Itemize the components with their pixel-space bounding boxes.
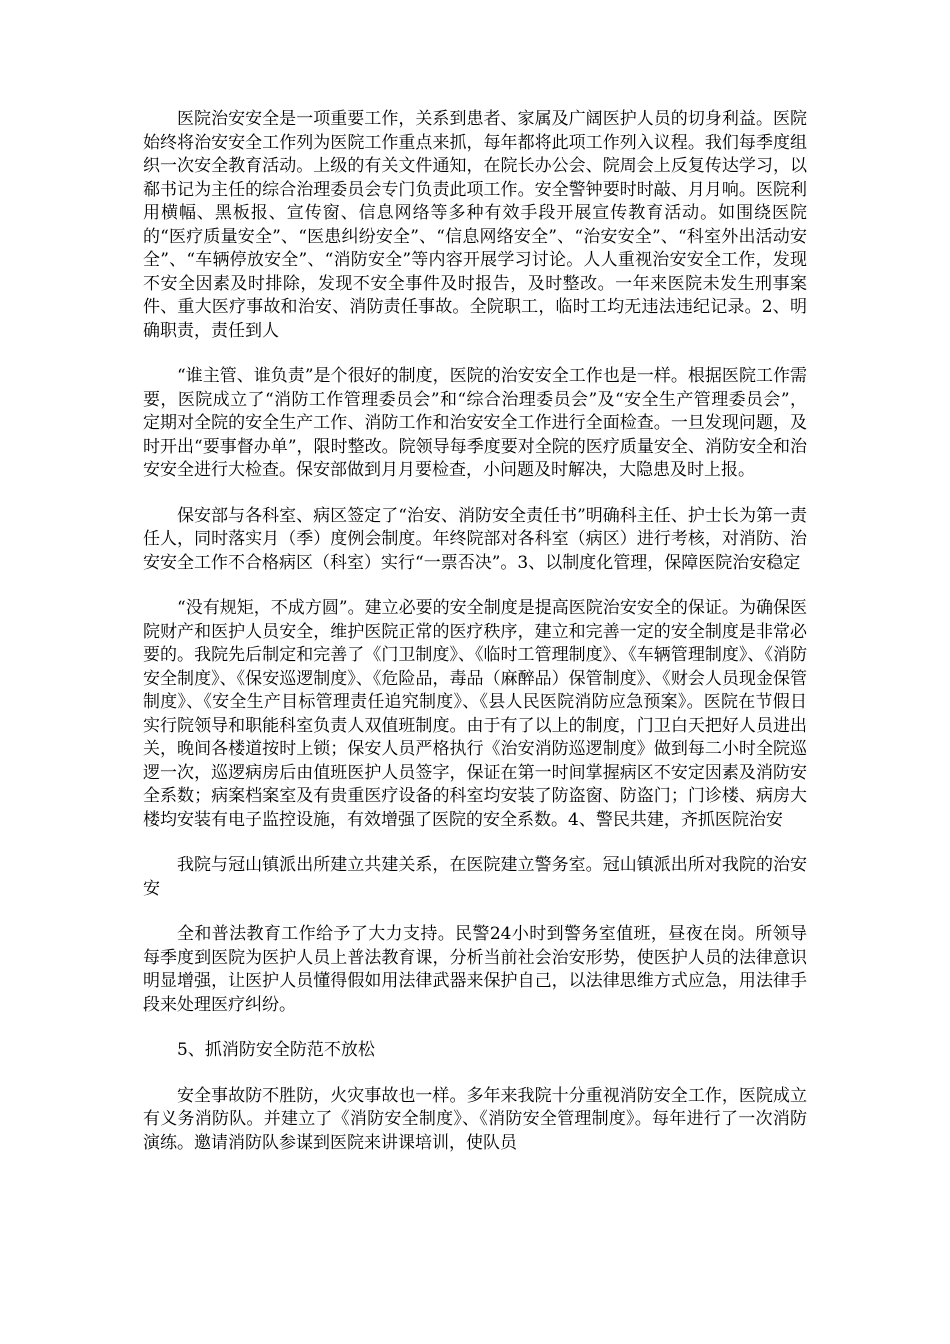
paragraph-police-cooperation: 我院与冠山镇派出所建立共建关系，在医院建立警务室。冠山镇派出所对我院的治安安 <box>143 855 807 899</box>
paragraph-institutional-management: “没有规矩，不成方圆”。建立必要的安全制度是提高医院治安安全的保证。为确保医院财产和医护人员安全，维护医院正常的医疗秩序，建立和完善一定的安全制度是非常必要的。我院先后制定和完善了《门卫制度》、《临时工管理制度》、《车辆管理制度》、《消防安全制度》、《保安巡逻制度》、《危险品，毒品（麻醉品）保管制度》、《财会人员现金保管制度》、《安全生产目标管理责任追究制度》、《县人民医院消防应急预案》。医院在节假日实行院领导和职能科室负责人双值班制度。由于有了以上的制度，门卫白天把好人员进出关，晚间各楼道按时上锁；保安人员严格执行《治安消防巡逻制度》做到每二小时全院巡逻一次，巡逻病房后由值班医护人员签字，保证在第一时间掌握病区不安定因素及消防安全系数；病案档案室及有贵重医疗设备的科室均安装了防盗窗、防盗门；门诊楼、病房大楼均安装有电子监控设施，有效增强了医院的安全系数。4、警民共建，齐抓医院治安 <box>143 598 807 830</box>
section-heading-fire-safety: 5、抓消防安全防范不放松 <box>177 1040 375 1060</box>
paragraph-hospital-security-overview: 医院治安安全是一项重要工作，关系到患者、家属及广阔医护人员的切身利益。医院始终将治安安全工作列为医院工作重点来抓，每年都将此项工作列入议程。我们每季度组织一次安全教育活动。上级的有关文件通知，在院长办公会、院周会上反复传达学习，以郗书记为主任的综合治理委员会专门负责此项工作。安全警钟要时时敲、月月响。医院利用横幅、黑板报、宣传窗、信息网络等多种有效手段开展宣传教育活动。如围绕医院的“医疗质量安全”、“医患纠纷安全”、“信息网络安全”、“治安安全”、“科室外出活动安全”、“车辆停放安全”、“消防安全”等内容开展学习讨论。人人重视治安安全工作，发现不安全因素及时排除，发现不安全事件及时报告，及时整改。一年来医院未发生刑事案件、重大医疗事故和治安、消防责任事故。全院职工，临时工均无违法违纪记录。2、明确职责，责任到人 <box>143 109 807 341</box>
paragraph-fire-safety: 安全事故防不胜防，火灾事故也一样。多年来我院十分重视消防安全工作，医院成立有义务消防队。并建立了《消防安全制度》、《消防安全管理制度》。每年进行了一次消防演练。邀请消防队参谋到医院来讲课培训，使队员 <box>143 1085 807 1153</box>
document-body <box>143 108 807 1155</box>
paragraph-legal-education: 全和普法教育工作给予了大力支持。民警24小时到警务室值班，昼夜在岗。所领导每季度到医院为医护人员上普法教育课，分析当前社会治安形势，使医护人员的法律意识明显增强，让医护人员懂得假如用法律武器来保护自己，以法律思维方式应急，用法律手段来处理医疗纠纷。 <box>143 924 807 1015</box>
paragraph-responsibility-contract: 保安部与各科室、病区签定了“治安、消防安全责任书”明确科主任、护士长为第一责任人，同时落实月（季）度例会制度。年终院部对各科室（病区）进行考核，对消防、治安安全工作不合格病区（科室）实行“一票否决”。3、以制度化管理，保障医院治安稳定 <box>143 505 807 573</box>
paragraph-responsibility: “谁主管、谁负责”是个很好的制度，医院的治安安全工作也是一样。根据医院工作需要，医院成立了“消防工作管理委员会”和“综合治理委员会”及“安全生产管理委员会”，定期对全院的安全生产工作、消防工作和治安安全工作进行全面检查。一旦发现问题，及时开出“要事督办单”，限时整改。院领导每季度要对全院的医疗质量安全、消防安全和治安安全进行大检查。保安部做到月月要检查，小问题及时解决，大隐患及时上报。 <box>143 366 807 480</box>
